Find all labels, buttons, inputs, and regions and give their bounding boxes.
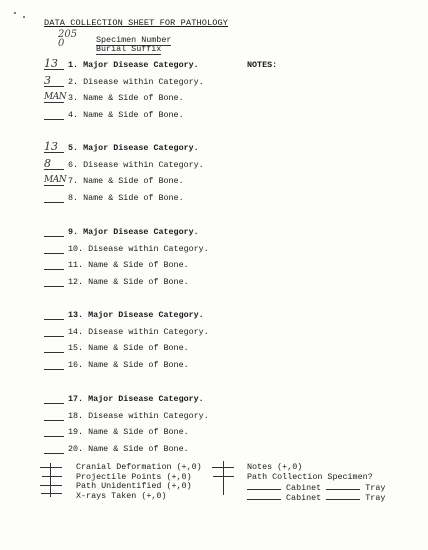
answer-blank[interactable]	[44, 403, 64, 404]
item-number: 6.	[68, 159, 79, 170]
answer-blank[interactable]	[44, 202, 64, 203]
answer-blank[interactable]	[44, 102, 64, 103]
answer-blank[interactable]	[44, 253, 64, 254]
item-number: 14.	[68, 326, 84, 337]
answer-blank[interactable]	[44, 453, 64, 454]
item-label: Disease within Category.	[88, 326, 209, 337]
item-label: Name & Side of Bone.	[83, 193, 184, 204]
cabinet-tray-row-2	[247, 492, 385, 502]
item-text	[68, 427, 189, 437]
item-number: 10.	[68, 243, 84, 254]
item-label: Name & Side of Bone.	[88, 427, 189, 438]
paper-speck	[14, 12, 16, 14]
item-label: Disease within Category.	[83, 76, 204, 87]
item-text	[68, 343, 189, 353]
sheet-title: DATA COLLECTION SHEET FOR PATHOLOGY	[44, 18, 228, 28]
item-text	[68, 360, 189, 370]
item-label: Name & Side of Bone.	[88, 343, 189, 354]
item-text	[68, 277, 189, 287]
item-label: Name & Side of Bone.	[83, 93, 184, 104]
tray-label: Tray	[365, 483, 386, 493]
item-text	[68, 143, 199, 153]
answer-blank[interactable]	[44, 236, 64, 237]
footer-left-block	[76, 463, 202, 501]
item-label: Major Disease Category.	[83, 143, 199, 153]
footer-notes-label: Notes (+,0)	[247, 462, 303, 472]
item-number: 13.	[68, 310, 84, 320]
item-number: 11.	[68, 260, 84, 271]
item-text	[68, 260, 189, 270]
item-text	[68, 227, 199, 237]
item-text	[68, 193, 184, 203]
item-label: Major Disease Category.	[83, 60, 199, 70]
item-text	[68, 110, 184, 120]
answer-blank[interactable]	[44, 336, 64, 337]
item-label: Name & Side of Bone.	[88, 360, 189, 371]
item-label: Disease within Category.	[88, 243, 209, 254]
answer-blank[interactable]	[44, 185, 64, 186]
tray-label: Tray	[365, 492, 386, 503]
path-unidentified-label: Path Unidentified (+,0)	[76, 481, 192, 491]
handwritten-answer: 13	[44, 57, 58, 70]
item-text	[68, 160, 204, 170]
item-text	[68, 394, 204, 404]
path-collection-label: Path Collection Specimen?	[247, 471, 373, 482]
tray-blank[interactable]	[326, 492, 360, 500]
answer-blank[interactable]	[44, 119, 64, 120]
item-label: Name & Side of Bone.	[88, 277, 189, 288]
item-number: 8.	[68, 193, 79, 204]
item-text	[68, 60, 199, 70]
item-label: Name & Side of Bone.	[88, 260, 189, 271]
specimen-number-label: Specimen Number	[96, 35, 172, 45]
burial-suffix-label: Burial Suffix	[96, 44, 162, 54]
tray-blank[interactable]	[326, 482, 360, 490]
item-number: 18.	[68, 410, 84, 421]
cabinet-label: Cabinet	[286, 492, 322, 503]
handwritten-answer: 13	[44, 140, 58, 153]
item-text	[68, 444, 189, 454]
answer-blank[interactable]	[44, 352, 64, 353]
item-label: Name & Side of Bone.	[83, 110, 184, 121]
cabinet-blank[interactable]	[247, 492, 281, 500]
answer-blank[interactable]	[44, 286, 64, 287]
xrays-taken-label: X-rays Taken (+,0)	[76, 490, 167, 501]
item-text	[68, 327, 209, 337]
item-text	[68, 244, 209, 254]
paper-speck	[23, 16, 25, 18]
item-number: 5.	[68, 143, 79, 153]
item-label: Disease within Category.	[88, 410, 209, 421]
handwritten-answer: 8	[44, 156, 51, 170]
cabinet-tray-row-1	[247, 482, 385, 492]
item-number: 7.	[68, 176, 79, 187]
specimen-number-value: 205	[58, 29, 78, 40]
item-label: Name & Side of Bone.	[83, 176, 184, 187]
item-number: 17.	[68, 394, 84, 404]
projectile-points-label: Projectile Points (+,0)	[76, 471, 192, 482]
handwritten-answer: 3	[44, 73, 51, 87]
item-number: 4.	[68, 110, 79, 121]
item-number: 3.	[68, 93, 79, 104]
item-text	[68, 310, 204, 320]
item-number: 9.	[68, 227, 79, 237]
item-text	[68, 176, 184, 186]
item-label: Major Disease Category.	[88, 310, 204, 320]
notes-heading: NOTES:	[247, 60, 278, 70]
answer-blank[interactable]	[44, 369, 64, 370]
handwritten-answer: MAN	[44, 92, 67, 103]
cabinet-label: Cabinet	[286, 483, 322, 493]
answer-blank[interactable]	[44, 420, 64, 421]
handwritten-answer: MAN	[44, 175, 67, 186]
cabinet-blank[interactable]	[247, 482, 281, 490]
item-number: 20.	[68, 444, 84, 455]
item-label: Major Disease Category.	[88, 394, 204, 404]
item-number: 12.	[68, 277, 84, 288]
item-label: Major Disease Category.	[83, 227, 199, 237]
item-number: 1.	[68, 60, 79, 70]
footer-right-block	[247, 463, 385, 501]
cranial-deformation-label: Cranial Deformation (+,0)	[76, 462, 202, 472]
item-number: 16.	[68, 360, 84, 371]
item-label: Disease within Category.	[83, 159, 204, 170]
item-text	[68, 411, 209, 421]
answer-blank[interactable]	[44, 319, 64, 320]
answer-blank[interactable]	[44, 436, 64, 437]
item-text	[68, 93, 184, 103]
burial-suffix-value: 0	[58, 38, 65, 49]
item-number: 2.	[68, 76, 79, 87]
answer-blank[interactable]	[44, 269, 64, 270]
item-text	[68, 77, 204, 87]
item-label: Name & Side of Bone.	[88, 444, 189, 455]
item-number: 15.	[68, 343, 84, 354]
item-number: 19.	[68, 427, 84, 438]
